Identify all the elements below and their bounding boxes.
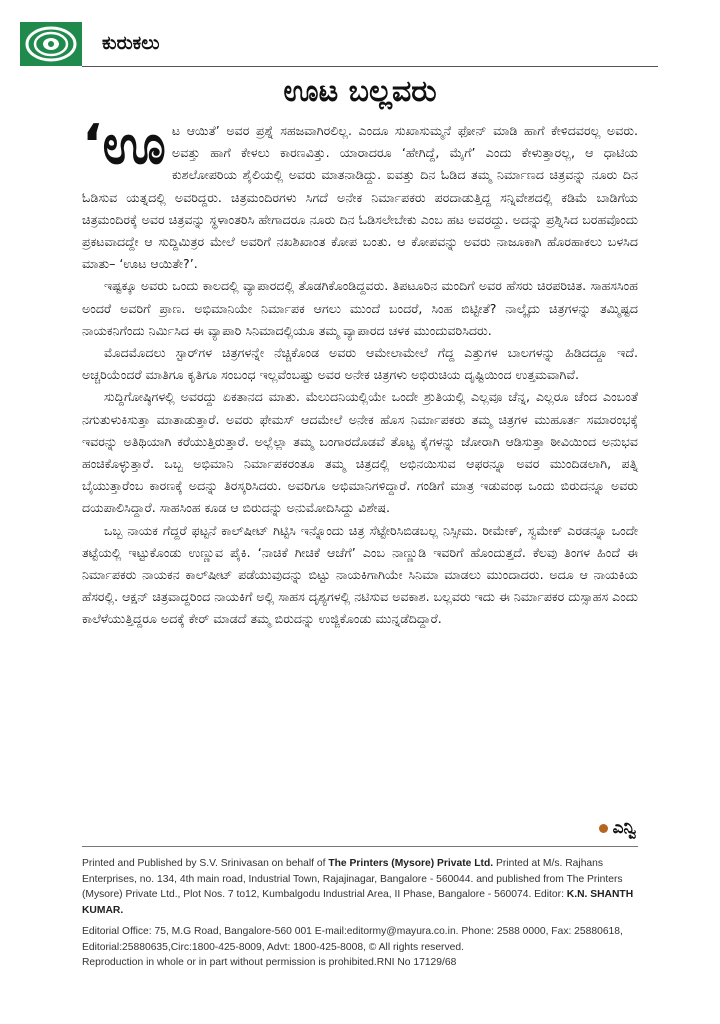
reproduction-notice: Reproduction in whole or in part without permission is prohibited.RNI No 17129/68 — [82, 957, 457, 968]
bullet-dot-icon — [599, 824, 608, 833]
publisher-imprint — [82, 856, 640, 918]
imprint-footer — [82, 856, 640, 971]
editor-name: K.N. SHANTH KUMAR. — [82, 889, 634, 916]
imprint-text: Printed and Published by S.V. Srinivasan on behalf of — [82, 858, 329, 869]
author-name: ಎನ್ವಿ — [612, 818, 636, 838]
article-paragraph — [82, 113, 638, 275]
article-paragraph: ಒಬ್ಬ ನಾಯಕ ಗೆದ್ದರೆ ಫಟ್ಟನೆ ಕಾಲ್‌ಷೀಟ್ ಗಿಟ್ಟಿಸಿ ಇನ್ನೊಂದು ಚಿತ್ರ ಸೆಟ್ಟೇರಿಸಿಬಿಡಬಲ್ಲ ನಿಸ್ಸೀಮ. ರೀಮೇಕ್, ಸ್ವಮೇಕ್ ಎರಡನ್ನೂ ಒಂದೇ ತಟ್ಟೆಯಲ್ಲಿ ಇಟ್ಟುಕೊಂಡು ಉಣ್ಣುವ ಪೈಕಿ. ‘ನಾಚಿಕೆ ಗೀಚಿಕೆ ಆಚೆಗೆ’ ಎಂಬ ನಾಣ್ಣುಡಿ ಇವರಿಗೆ ಹೊಂದುತ್ತದೆ. ಕೆಲವು ತಿಂಗಳ ಹಿಂದೆ ಈ ನಿರ್ಮಾಪಕರು ನಾಯಕನ ಕಾಲ್‌ಷೀಟ್ ಪಡೆಯುವುದನ್ನು ಬಿಟ್ಟು ನಾಯಕಿಗಾಗಿಯೇ ಸಿನಿಮಾ ಮಾಡಲು ಮುಂದಾದರು. ಅದೂ ಆ ನಾಯಕಿಯ ಹೆಸರಲ್ಲಿ. ಆಕ್ಷನ್ ಚಿತ್ರವಾದ್ದರಿಂದ ನಾಯಕಿಗೆ ಅಲ್ಲಿ ಸಾಹಸ ದೃಶ್ಯಗಳಲ್ಲಿ ನಟಿಸುವ ಅವಕಾಶ. ಬಲ್ಲವರು ಇದು ಈ ನಿರ್ಮಾಪಕರ ದುಸ್ಸಾಹಸ ಎಂದು ಕಾಲೆಳೆಯುತ್ತಿದ್ದರೂ ಅದಕ್ಕೆ ಕೇರ್ ಮಾಡದೆ ತಮ್ಮ ಬಿರುದನ್ನು ಉಜ್ಜಿಕೊಂಡು ಮುನ್ನಡೆದಿದ್ದಾರೆ. — [82, 522, 638, 627]
author-byline — [599, 818, 636, 838]
article-body — [82, 113, 638, 631]
footer-divider — [82, 846, 638, 847]
drop-cap: ‘ಊ — [82, 113, 166, 176]
contact-info: Editorial Office: 75, M.G Road, Bangalore-560 001 E-mail:editormy@mayura.co.in. Phone: 2588 0000, Fax: 25880618, Editorial:25880635,Circ:1800-425-8009, Advt: 1800-425-8008, © All rights reserved. — [82, 926, 623, 953]
article-paragraph: ಇಷ್ಟಕ್ಕೂ ಅವರು ಒಂದು ಕಾಲದಲ್ಲಿ ವ್ಯಾಪಾರದಲ್ಲಿ ತೊಡಗಿಕೊಂಡಿದ್ದವರು. ತಿಪಟೂರಿನ ಮಂದಿಗೆ ಅವರ ಹೆಸರು ಚಿರಪರಿಚಿತ. ಸಾಹಸಸಿಂಹ ಅಂದರೆ ಅವರಿಗೆ ಪ್ರಾಣ. ಅಭಿಮಾನಿಯೇ ನಿರ್ಮಾಪಕ ಆಗಲು ಮುಂದೆ ಬಂದರೆ, ಸಿಂಹ ಬಿಟ್ಟೀತೆ? ನಾಲ್ಕೈದು ಚಿತ್ರಗಳನ್ನು ತಮ್ಮಿಷ್ಟದ ನಾಯಕನಿಗೆಂದು ನಿರ್ಮಿಸಿದ ಈ ವ್ಯಾಪಾರಿ ಸಿನಿಮಾದಲ್ಲಿಯೂ ತಮ್ಮ ವ್ಯಾಪಾರದ ಚಳಕ ಮುಂದುವರಿಸಿದರು. — [82, 278, 638, 338]
article-paragraph: ಸುದ್ದಿಗೋಷ್ಠಿಗಳಲ್ಲಿ ಅವರದ್ದು ಏಕತಾನದ ಮಾತು. ಮೆಲುದನಿಯಲ್ಲಿಯೇ ಒಂದೇ ಶ್ರುತಿಯಲ್ಲಿ ಎಲ್ಲವೂ ಚೆನ್ನ, ಎಲ್ಲರೂ ಚೆಂದ ಎಂಬಂತೆ ನಗುತುಳುಕಿಸುತ್ತಾ ಮಾತಾಡುತ್ತಾರೆ. ಅವರು ಫೇಮಸ್ ಆದಮೇಲೆ ಅನೇಕ ಹೊಸ ನಿರ್ಮಾಪಕರು ತಮ್ಮ ಚಿತ್ರಗಳ ಮುಹೂರ್ತ ಸಮಾರಂಭಕ್ಕೆ ಇವರನ್ನು ಅತಿಥಿಯಾಗಿ ಕರೆಯುತ್ತಿರುತ್ತಾರೆ. ಅಲ್ಲೆಲ್ಲಾ ತಮ್ಮ ಬಂಗಾರದೊಡವೆ ತೊಟ್ಟ ಕೈಗಳನ್ನು ಜೋರಾಗಿ ಆಡಿಸುತ್ತಾ ಠೀವಿಯಿಂದ ಅನುಭವ ಹಂಚಿಕೊಳ್ಳುತ್ತಾರೆ. ಒಬ್ಬ ಅಭಿಮಾನಿ ನಿರ್ಮಾಪಕರಂತೂ ತಮ್ಮ ಚಿತ್ರದಲ್ಲಿ ಅಭಿನಯಿಸುವ ಆಫರನ್ನೂ ಅವರ ಮುಂದಿಡಲಾಗಿ, ಪತ್ನಿ ಬೈಯುತ್ತಾರೆಂಬ ಕಾರಣಕ್ಕೆ ಅದನ್ನು ತಿರಸ್ಕರಿಸಿದರು. ಅವರಿಗೂ ಅಭಿಮಾನಿಗಳಿದ್ದಾರೆ. ಗಂಡಿಗೆ ಮಾತ್ರ ಇಡುವಂಥ ಒಂದು ಬಿರುದನ್ನೂ ಅವರು ದಯಪಾಲಿಸಿದ್ದಾರೆ. ಸಾಹಸಿಂಹ ಕೂಡ ಆ ಬಿರುದನ್ನು ಅನುಮೋದಿಸಿದ್ದು ವಿಶೇಷ. — [82, 389, 638, 516]
article-title: ಊಟ ಬಲ್ಲವರು — [283, 74, 437, 109]
imprint-text: Printed at M/s. Rajhans Enterprises, no. 134, 4th main road, Industrial Town, Rajajinagar, Bangalore - 560044. and published from The Printers (Mysore) Private Ltd., Plot Nos. 7 to12, Kumbalgodu Industrial Area, II Phase, Bangalore - 560074. Editor: — [82, 858, 623, 900]
publisher-name: The Printers (Mysore) Private Ltd. — [328, 858, 494, 869]
header-divider — [82, 66, 658, 67]
paragraph-text: ಟ ಆಯಿತೆ’ ಅವರ ಪ್ರಶ್ನೆ ಸಹಜವಾಗಿರಲಿಲ್ಲ. ಎಂದೂ ಸುಖಾಸುಮ್ಮನೆ ಫೋನ್ ಮಾಡಿ ಹಾಗೆ ಕೇಳಿದವರಲ್ಲ ಅವರು. ಅವತ್ತು ಹಾಗೆ ಕೇಳಲು ಕಾರಣವಿತ್ತು. ಯಾರಾದರೂ ‘ಹೇಗಿದ್ದೆ, ಮೈಗೆ’ ಎಂದು ಕೇಳುತ್ತಾರಲ್ಲ, ಆ ಧಾಟಿಯ ಕುಶಲೋಪರಿಯ ಶೈಲಿಯಲ್ಲಿ ಅವರು ಮಾತನಾಡಿದ್ದು. ಐವತ್ತು ದಿನ ಓಡಿದ ತಮ್ಮ ನಿರ್ಮಾಣದ ಚಿತ್ರವನ್ನು ನೂರು ದಿನ ಓಡಿಸುವ ಯತ್ನದಲ್ಲಿ ಅವರಿದ್ದರು. ಚಿತ್ರಮಂದಿರಗಳು ಸಿಗದೆ ಅನೇಕ ನಿರ್ಮಾಪಕರು ಪರದಾಡುತ್ತಿದ್ದ ಸನ್ನಿವೇಶದಲ್ಲಿ ಕಡಿಮೆ ಬಾಡಿಗೆಯ ಚಿತ್ರಮಂದಿರಕ್ಕೆ ಅವರ ಚಿತ್ರವನ್ನು ಸ್ಥಳಾಂತರಿಸಿ ಹೇಗಾದರೂ ನೂರು ದಿನ ಓಡಿಸಲೇಬೇಕು ಎಂಬ ಹಟ ಅವರದ್ದು. ಅದನ್ನು ಪ್ರಶ್ನಿಸಿದ ಬರಹವೊಂದು ಪ್ರಕಟವಾದದ್ದೇ ಆ ಸುದ್ದಿಮಿತ್ರರ ಮೇಲೆ ಅವರಿಗೆ ನಖಶಿಖಾಂತ ಕೋಪ ಬಂತು. ಆ ಕೋಪವನ್ನು ಅವರು ನಾಜೂಕಾಗಿ ಹೊರಹಾಕಲು ಬಳಸಿದ ಮಾತು– ‘ಊಟ ಆಯಿತೇ?’. — [82, 123, 638, 272]
dd-logo-icon — [20, 22, 82, 66]
article-paragraph: ಮೊದಮೊದಲು ಸ್ಟಾರ್‌ಗಳ ಚಿತ್ರಗಳನ್ನೇ ನೆಚ್ಚಿಕೊಂಡ ಅವರು ಆಮೇಲಾಮೇಲೆ ಗೆದ್ದ ಎತ್ತುಗಳ ಬಾಲಗಳನ್ನು ಹಿಡಿದದ್ದೂ ಇದೆ. ಅಚ್ಚರಿಯೆಂದರೆ ಮಾತಿಗೂ ಕೃತಿಗೂ ಸಂಬಂಧ ಇಲ್ಲವೆಂಬಷ್ಟು ಅವರ ಅನೇಕ ಚಿತ್ರಗಳು ಅಭಿರುಚಿಯ ದೃಷ್ಟಿಯಿಂದ ಉತ್ತಮವಾಗಿವೆ. — [82, 345, 638, 383]
page-header — [20, 22, 638, 68]
section-name: ಕುರುಕಲು — [102, 32, 160, 54]
